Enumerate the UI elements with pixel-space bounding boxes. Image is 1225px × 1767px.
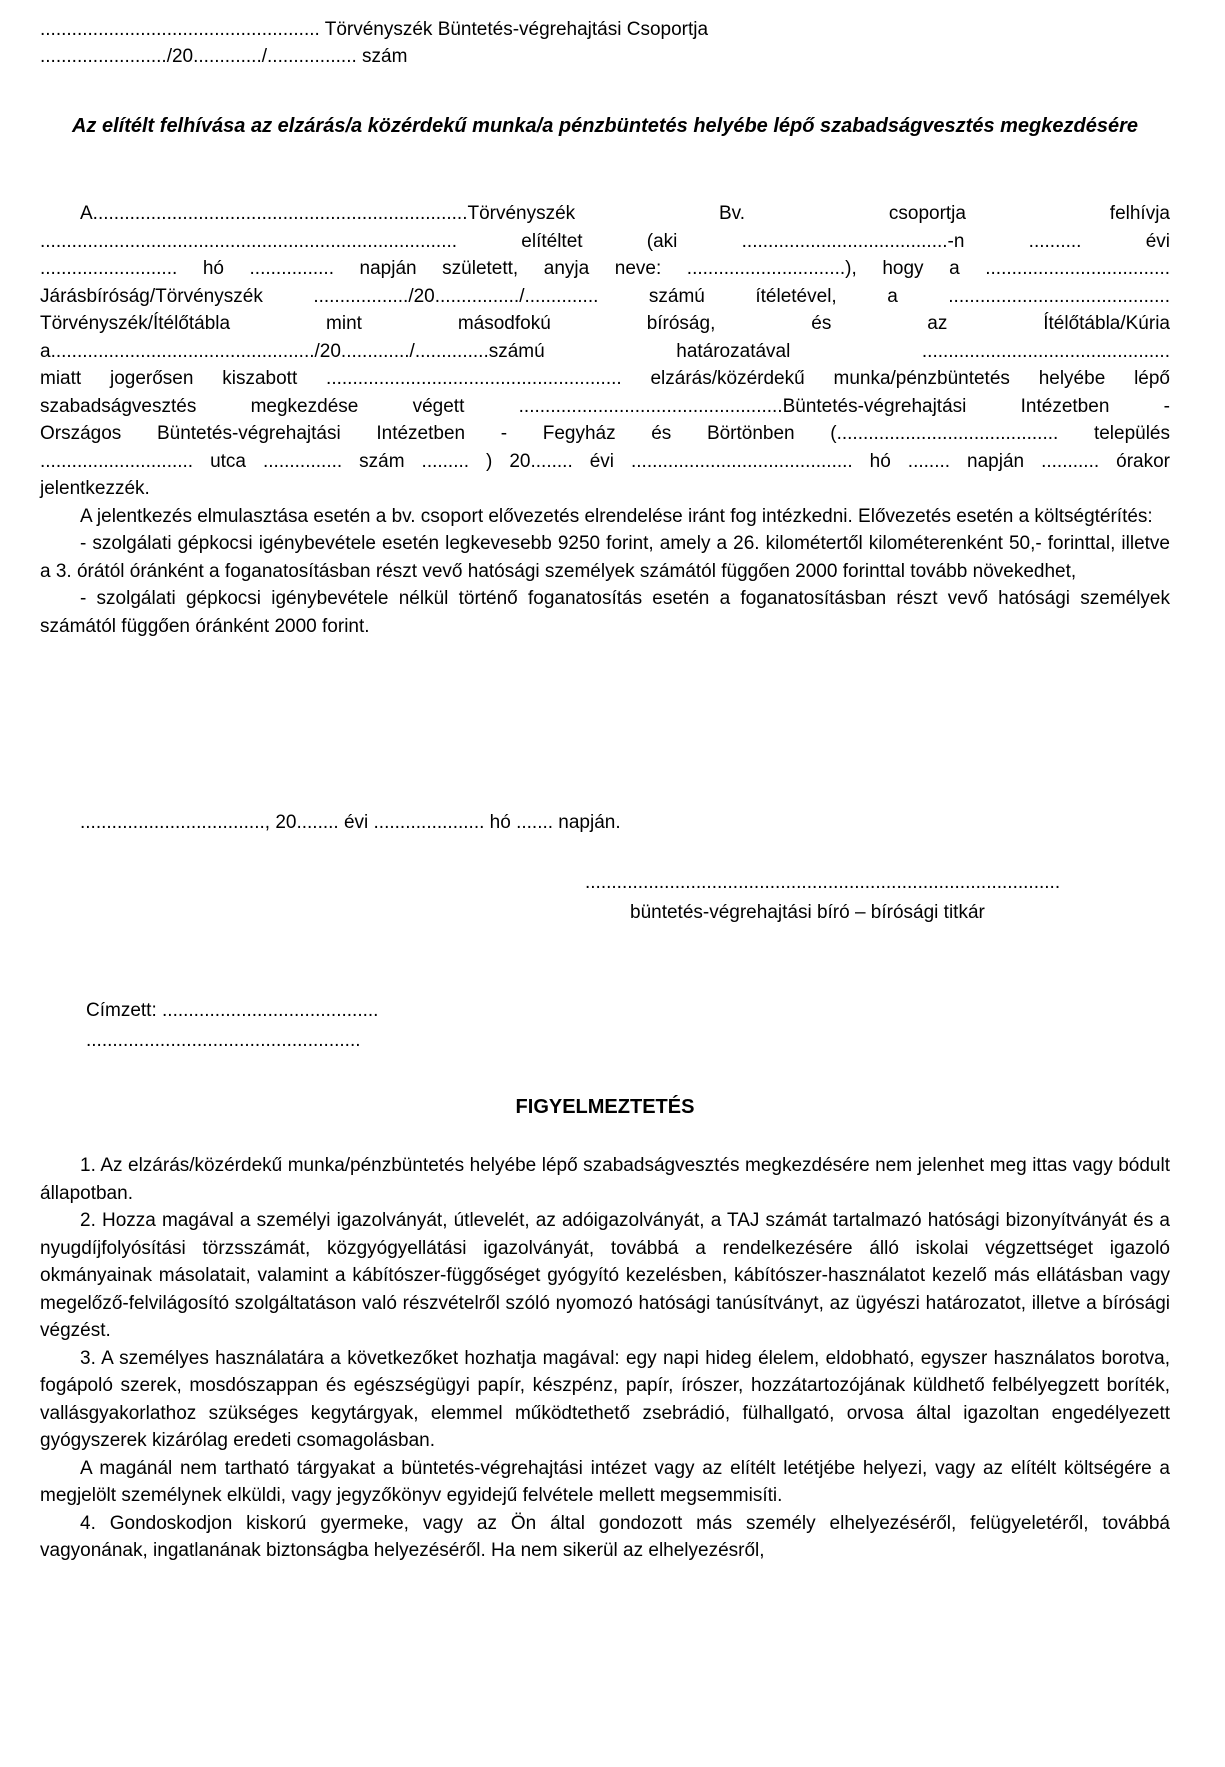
cost-item-vehicle: - szolgálati gépkocsi igénybevétele esetén legkevesebb 9250 forint, amely a 26. kilométertől kilométerenként 50,- forinttal, illetve a 3. órától óránként a foganatosításban részt vevő hatósági személyek számától függően 2000 forinttal tovább növekedhet, xyxy=(40,533,1170,582)
body-line-7: miatt jogerősen kiszabott ........................................................ elzárás/közérdekű munka/pénzbüntetés helyébe lépő xyxy=(40,368,1170,389)
warning-section xyxy=(40,1152,1170,1565)
recipient-line-2: .................................................... xyxy=(86,1030,361,1051)
body-line-9: Országos Büntetés-végrehajtási Intézetben - Fegyház és Börtönben (.......................................... település xyxy=(40,423,1170,444)
body-line-3: .......................... hó ................ napján született, anyja neve: ..............................), hogy a ................................... xyxy=(40,258,1170,279)
body-line-5: Törvényszék/Ítélőtábla mint másodfokú bíróság, és az Ítélőtábla/Kúria xyxy=(40,313,1170,334)
body-line-11: jelentkezzék. xyxy=(40,478,150,499)
date-line: ..................................., 20........ évi ..................... hó ....... napján. xyxy=(80,812,621,833)
body-line-1: A.......................................................................Törvényszék Bv. csoportja felhívja xyxy=(80,203,1170,224)
signature-dots: .......................................................................................... xyxy=(585,872,1061,893)
warning-item-4: 4. Gondoskodjon kiskorú gyermeke, vagy az Ön által gondozott más személy elhelyezéséről, felügyeletéről, továbbá vagyonának, ingatlanának biztonságba helyezéséről. Ha nem sikerül az elhelyezésről, xyxy=(40,1512,1170,1561)
warning-item-2: 2. Hozza magával a személyi igazolványát, útlevelét, az adóigazolványát, a TAJ számát tartalmazó hatósági bizonyítványát és a nyugdíjfolyósítási törzsszámát, közgyógyellátási igazolványát, továbbá a rendelkezésére álló iskolai végzettséget igazoló okmányainak másolatait, valamint a kábítószer-függőséget gyógyító kezelésben, kábítószer-használatot kezelő más ellátásban vagy megelőző-felvilágosító szolgáltatáson való részvételről szóló nyomozó hatósági tanúsítványt, az ügyészi határozatot, illetve a bírósági végzést. xyxy=(40,1210,1170,1341)
body-line-6: a................................................../20............./..............számú határozatával ............................................... xyxy=(40,340,1170,362)
warning-item-1: 1. Az elzárás/közérdekű munka/pénzbüntetés helyébe lépő szabadságvesztés megkezdésére nem jelenhet meg ittas vagy bódult állapotban. xyxy=(40,1155,1170,1204)
document-header xyxy=(40,16,708,70)
body-line-2: ............................................................................... elítéltet (aki .......................................-n .......... évi xyxy=(40,230,1170,252)
body-line-4: Járásbíróság/Törvényszék ................../20................/.............. számú ítéletével, a .......................................... xyxy=(40,285,1170,307)
warning-title: FIGYELMEZTETÉS xyxy=(515,1096,695,1118)
case-number-line: ......................../20............./................. szám xyxy=(40,46,408,67)
warning-item-3: 3. A személyes használatára a következőket hozhatja magával: egy napi hideg élelem, eldobható, egyszer használatos borotva, fogápoló szerek, mosdószappan és egészségügyi papír, készpénz, papír, írószer, hozzátartozójának küldhető felbélyegzett boríték, vallásgyakorlathoz szükséges kegytárgyak, elemmel működtethető zsebrádió, fülhallgató, orvosa által igazoltan engedélyezett gyógyszerek kizárólag eredeti csomagolásban. xyxy=(40,1347,1170,1451)
cost-item-no-vehicle: - szolgálati gépkocsi igénybevétele nélkül történő foganatosítás esetén a foganatosításban részt vevő hatósági személyek számától függően óránként 2000 forint. xyxy=(40,588,1170,637)
document-title: Az elítélt felhívása az elzárás/a közérdekű munka/a pénzbüntetés helyébe lépő szabadságvesztés megkezdésére xyxy=(71,115,1138,137)
warning-item-3-note: A magánál nem tartható tárgyakat a büntetés-végrehajtási intézet vagy az elítélt letétjébe helyezi, vagy az elítélt költségére a megjelölt személynek elküldi, vagy jegyzőkönyv egyidejű felvétele mellett megsemmisíti. xyxy=(40,1457,1170,1506)
body-line-10: ............................. utca ............... szám ......... ) 20........ évi .......................................... hó ........ napján ........... órakor xyxy=(40,450,1170,472)
summons-body xyxy=(40,200,1170,640)
failure-paragraph: A jelentkezés elmulasztása esetén a bv. csoport elővezetés elrendelése iránt fog intézkedni. Elővezetés esetén a költségtérítés: xyxy=(80,505,1153,527)
body-line-8: szabadságvesztés megkezdése végett ..................................................Büntetés-végrehajtási Intézetben - xyxy=(40,395,1170,417)
court-line: ..................................................... Törvényszék Büntetés-végrehajtási Csoportja xyxy=(40,19,709,40)
signature-label: büntetés-végrehajtási bíró – bírósági titkár xyxy=(630,902,985,923)
recipient-line: Címzett: ......................................... xyxy=(86,1000,379,1021)
